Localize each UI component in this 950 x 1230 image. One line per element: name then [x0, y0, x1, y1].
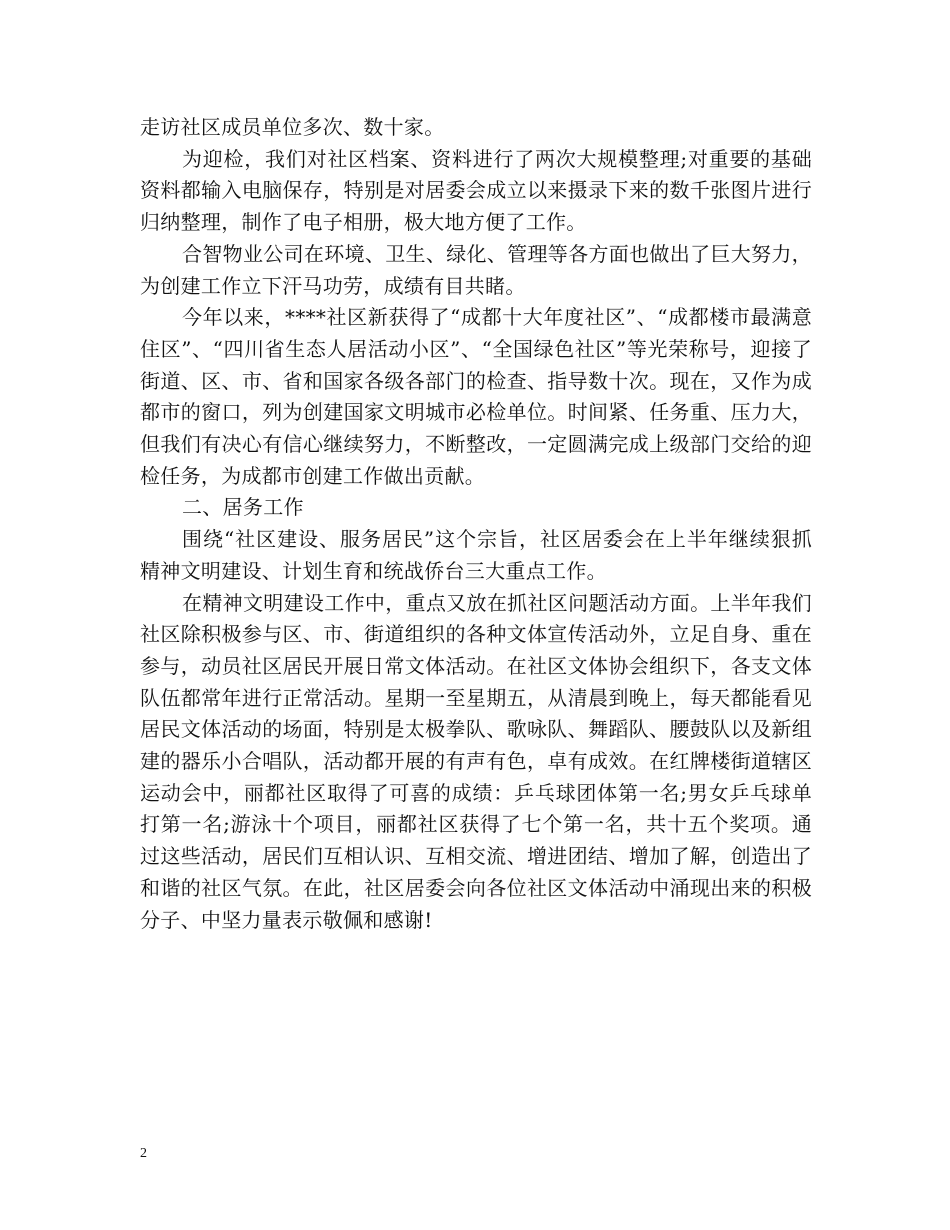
- paragraph-archive-organizing: 为迎检，我们对社区档案、资料进行了两次大规模整理;对重要的基础资料都输入电脑保存，特别是对居委会成立以来摄录下来的数千张图片进行归纳整理，制作了电子相册，极大地方便了工作。: [140, 146, 812, 235]
- paragraph-continuation: 走访社区成员单位多次、数十家。: [140, 115, 445, 139]
- paragraph-property-company: 合智物业公司在环境、卫生、绿化、管理等各方面也做出了巨大努力，为创建工作立下汗马功劳，成绩有目共睹。: [140, 241, 812, 298]
- paragraph-honors: 今年以来，****社区新获得了“成都十大年度社区”、“成都楼市最满意住区”、“四川省生态人居活动小区”、“全国绿色社区”等光荣称号，迎接了街道、区、市、省和国家各级各部门的检查、指导数十次。现在，又作为成都市的窗口，列为创建国家文明城市必检单位。时间紧、任务重、压力大，但我们有决心有信心继续努力，不断整改，一定圆满完成上级部门交给的迎检任务，为成都市创建工作做出贡献。: [140, 305, 812, 488]
- paragraph-cultural-activities: 在精神文明建设工作中，重点又放在抓社区问题活动方面。上半年我们社区除积极参与区、市、街道组织的各种文体宣传活动外，立足自身、重在参与，动员社区居民开展日常文体活动。在社区文体协会组织下，各支文体队伍都常年进行正常活动。星期一至星期五，从清晨到晚上，每天都能看见居民文体活动的场面，特别是太极拳队、歌咏队、舞蹈队、腰鼓队以及新组建的器乐小合唱队，活动都开展的有声有色，卓有成效。在红牌楼街道辖区运动会中，丽都社区取得了可喜的成绩：乒乓球团体第一名;男女乒乓球单打第一名;游泳十个项目，丽都社区获得了七个第一名，共十五个奖项。通过这些活动，居民们互相认识、互相交流、增进团结、增加了解，创造出了和谐的社区气氛。在此，社区居委会向各位社区文体活动中涌现出来的积极分子、中坚力量表示敬佩和感谢!: [140, 590, 812, 932]
- body-text: [140, 112, 812, 936]
- page-number: 2: [140, 1146, 147, 1161]
- section-heading-resident-affairs: 二、居务工作: [182, 495, 304, 520]
- paragraph-purpose: 围绕“社区建设、服务居民”这个宗旨，社区居委会在上半年继续狠抓精神文明建设、计划生育和统战侨台三大重点工作。: [140, 527, 812, 583]
